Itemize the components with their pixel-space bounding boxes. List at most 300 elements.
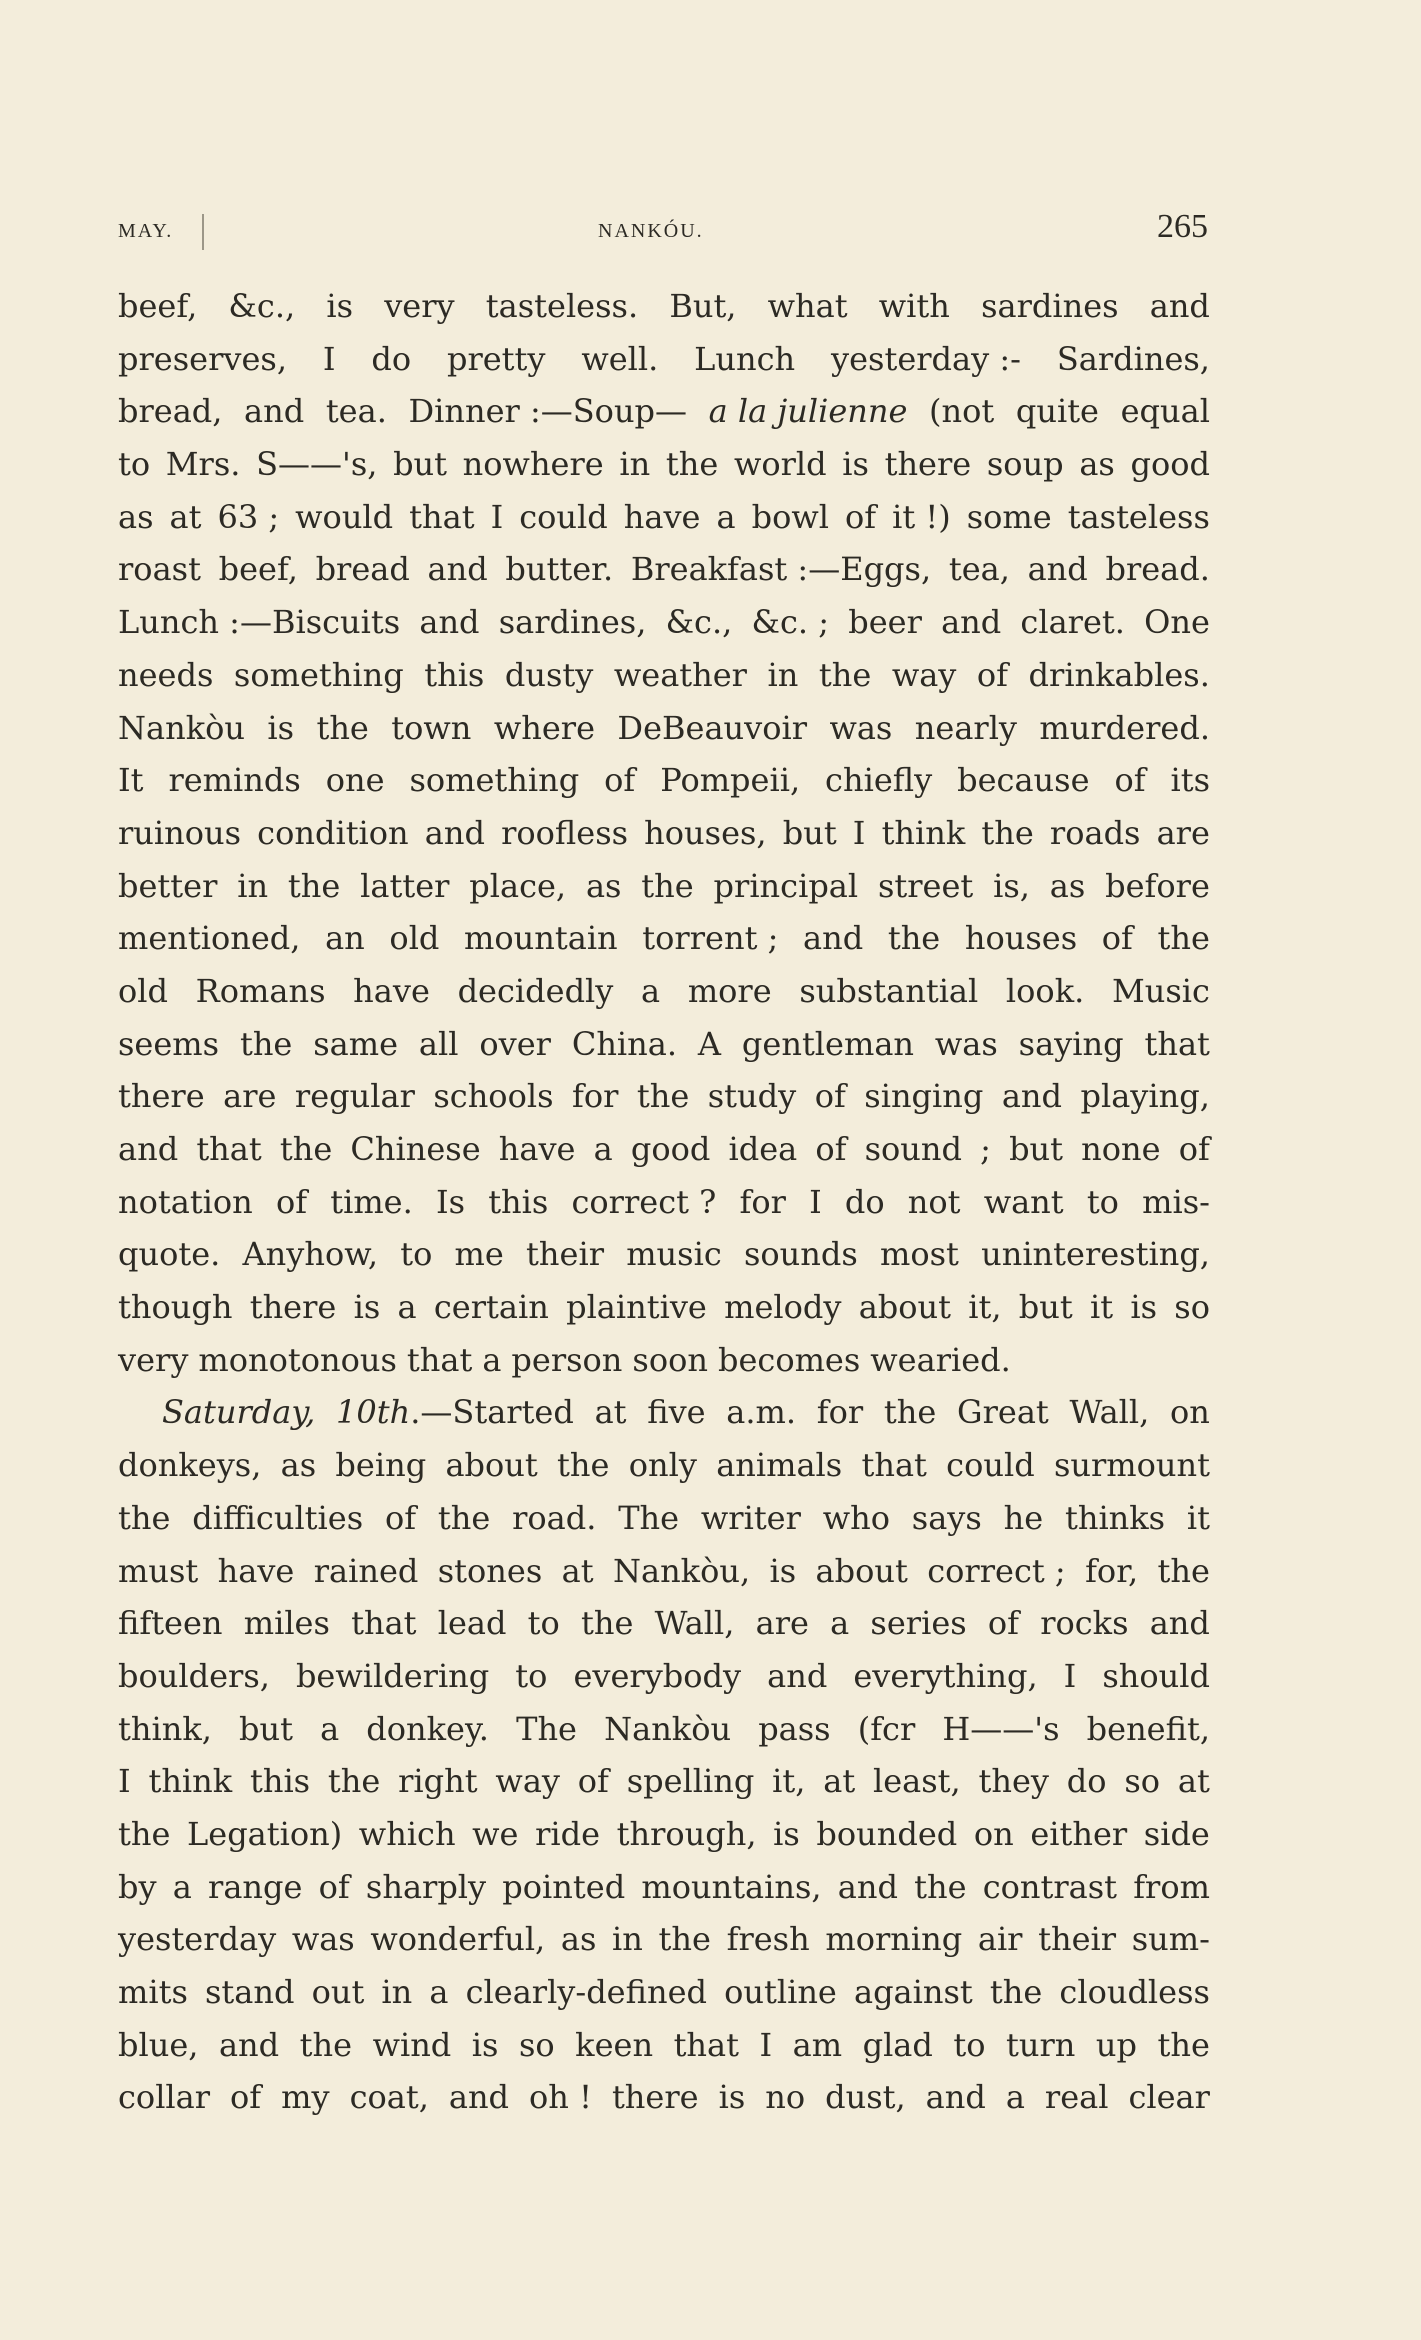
word: there	[118, 1077, 205, 1116]
word: this	[488, 1182, 549, 1221]
text-line	[118, 596, 1210, 649]
word: Nankòu,	[612, 1551, 751, 1590]
word: a	[641, 971, 661, 1010]
word: beer	[848, 603, 922, 642]
word: becomes	[717, 1340, 861, 1379]
word: which	[358, 1814, 456, 1853]
word: for,	[1085, 1551, 1139, 1590]
word: the	[327, 1762, 381, 1801]
word: person	[511, 1340, 623, 1379]
running-head-month: MAY.	[118, 220, 174, 242]
word: singing	[864, 1077, 984, 1116]
word: Nankòu	[118, 708, 245, 747]
word: very	[118, 1340, 189, 1379]
word: I	[490, 497, 504, 536]
word: nearly	[914, 708, 1017, 747]
word: quote.	[118, 1235, 221, 1274]
word: have	[498, 1130, 576, 1168]
word: wind	[372, 2025, 452, 2064]
word: and	[218, 2025, 280, 2064]
word: place,	[469, 866, 567, 905]
word: the	[883, 1393, 937, 1432]
word: are	[1156, 813, 1210, 852]
word: torrent ;	[642, 919, 779, 958]
word: better	[118, 866, 218, 905]
word: about	[445, 1446, 538, 1485]
word: at	[561, 1551, 594, 1590]
word: only	[628, 1446, 697, 1485]
word: look.	[1005, 971, 1085, 1010]
text-line	[118, 1861, 1210, 1914]
word: Wall,	[654, 1604, 735, 1643]
word: murdered.	[1039, 708, 1210, 747]
text-line	[118, 1123, 1210, 1176]
word: of	[976, 655, 1008, 694]
word: time.	[330, 1182, 413, 1221]
word: the	[118, 1498, 171, 1537]
word: and	[941, 603, 1002, 642]
word: where	[493, 708, 595, 747]
word: Mrs.	[165, 445, 241, 484]
text-line	[118, 1439, 1210, 1492]
word: the	[437, 1498, 491, 1537]
word: as	[118, 497, 154, 536]
word: says	[911, 1498, 982, 1537]
word: is	[326, 287, 354, 325]
word: think,	[118, 1709, 212, 1748]
word: music	[626, 1235, 722, 1274]
word: regular	[294, 1077, 415, 1116]
word: and	[1001, 1077, 1063, 1116]
word: mits	[118, 1973, 188, 2011]
word: clearly-defined	[465, 1973, 707, 2011]
word: 63 ;	[217, 497, 280, 536]
word: is	[353, 1288, 381, 1327]
word: soup	[986, 445, 1064, 484]
word: old	[389, 919, 440, 958]
word: is	[1130, 1288, 1158, 1327]
text-line	[118, 1755, 1210, 1808]
word: everything,	[853, 1656, 1038, 1695]
word: series	[870, 1604, 967, 1643]
word: and	[1149, 287, 1210, 325]
text-line	[118, 1597, 1210, 1650]
text-line	[118, 1386, 1210, 1439]
word: of	[275, 1182, 308, 1221]
word: boulders,	[118, 1656, 270, 1695]
text-line	[118, 333, 1210, 386]
word: plaintive	[566, 1288, 707, 1327]
word: The	[618, 1498, 680, 1537]
word: wearied.	[870, 1340, 1011, 1379]
word: Sardines,	[1056, 339, 1210, 378]
word: outline	[724, 1973, 837, 2011]
word: he	[1003, 1498, 1044, 1537]
word: in	[612, 1920, 643, 1959]
word: not	[907, 1182, 961, 1221]
word: a	[397, 1288, 417, 1327]
word: a	[172, 1867, 192, 1906]
word: Dinner :—Soup—	[408, 392, 688, 431]
word: the	[818, 655, 872, 694]
word: the	[118, 1814, 171, 1853]
word: ride	[535, 1814, 601, 1853]
word: my	[281, 2078, 330, 2117]
word: well.	[581, 339, 659, 378]
word: one	[325, 761, 385, 800]
text-line	[118, 912, 1210, 965]
word: the	[557, 1446, 610, 1485]
word: quite	[1015, 392, 1099, 431]
word: mountain	[464, 919, 618, 958]
text-line	[118, 965, 1210, 1018]
word: claret.	[1020, 603, 1125, 642]
word: at	[1177, 1762, 1210, 1801]
word: at	[823, 1762, 856, 1801]
word: I	[809, 1182, 822, 1221]
word: but	[239, 1709, 293, 1748]
word: preserves,	[118, 339, 287, 378]
word: think	[881, 813, 966, 852]
word: playing,	[1080, 1077, 1210, 1116]
word: the	[279, 1130, 333, 1168]
word: all	[418, 1024, 459, 1063]
word: and	[424, 813, 485, 852]
word: have	[353, 971, 430, 1010]
word: something	[233, 655, 404, 694]
word: stones	[437, 1551, 543, 1590]
word: houses	[964, 919, 1078, 958]
word: with	[878, 287, 950, 325]
word: of	[230, 2078, 262, 2117]
word: that	[861, 1446, 927, 1485]
text-line	[118, 1281, 1210, 1334]
word: lead	[437, 1604, 507, 1643]
word: so	[1174, 1288, 1210, 1327]
word: was	[829, 708, 893, 747]
word: but	[782, 813, 837, 852]
word: notation	[118, 1182, 253, 1221]
word: tea.	[325, 392, 387, 431]
word: none	[1081, 1130, 1161, 1168]
word: One	[1144, 603, 1210, 642]
text-line	[118, 1966, 1210, 2019]
word: would	[295, 497, 394, 536]
word: do	[1066, 1762, 1107, 1801]
word: but	[1018, 1288, 1073, 1327]
text-line	[118, 438, 1210, 491]
word: up	[1095, 2025, 1137, 2064]
word: the	[287, 866, 341, 905]
word: way	[495, 1762, 560, 1801]
running-head-place: NANKÓU.	[598, 220, 704, 242]
text-line	[118, 807, 1210, 860]
text-line	[118, 1334, 1210, 1387]
word: H——'s	[942, 1709, 1060, 1748]
word: as	[1049, 866, 1086, 905]
word: stand	[204, 1973, 295, 2011]
word: it !)	[892, 497, 951, 536]
word: it,	[968, 1288, 1002, 1327]
word: and	[118, 1130, 179, 1168]
word: its	[1170, 761, 1210, 800]
word: the	[580, 1604, 634, 1643]
word: donkey.	[366, 1709, 489, 1748]
word: this	[249, 1762, 311, 1801]
word: clear	[1128, 2078, 1210, 2117]
word: Music	[1111, 971, 1210, 1010]
word: was	[934, 1024, 998, 1063]
word: sum-	[1131, 1920, 1210, 1959]
word: five	[647, 1393, 706, 1432]
word: and	[448, 2078, 510, 2117]
word: condition	[257, 813, 409, 852]
word: substantial	[799, 971, 979, 1010]
word: good	[1130, 445, 1210, 484]
word: at	[594, 1393, 627, 1432]
text-line	[118, 1913, 1210, 1966]
word: uninteresting,	[981, 1235, 1210, 1274]
word: have	[623, 497, 701, 536]
word: that	[1144, 1024, 1210, 1063]
word: tea,	[948, 550, 1010, 589]
word: a	[320, 1709, 340, 1748]
word: a	[716, 497, 736, 536]
word: glad	[862, 2025, 933, 2064]
word: in	[767, 655, 799, 694]
word: should	[1102, 1656, 1210, 1695]
text-line	[118, 1070, 1210, 1123]
word: have	[217, 1551, 295, 1590]
word: for	[816, 1393, 864, 1432]
word: before	[1105, 866, 1210, 905]
word: is	[471, 2025, 499, 2064]
word: a	[1005, 2078, 1025, 2117]
word: bread,	[118, 392, 223, 431]
word: fifteen	[118, 1604, 223, 1643]
word: ;	[980, 1130, 991, 1168]
word: Saturday,	[162, 1393, 316, 1432]
text-line	[118, 649, 1210, 702]
word: monotonous	[198, 1340, 397, 1379]
word: pointed	[502, 1867, 626, 1906]
text-line	[118, 1228, 1210, 1281]
word: from	[1133, 1867, 1210, 1906]
word: sounds	[743, 1235, 858, 1274]
word: the	[914, 1867, 967, 1906]
word: reminds	[168, 761, 301, 800]
word: of	[1101, 919, 1133, 958]
word: in	[381, 1973, 413, 2011]
word: do	[371, 339, 412, 378]
word: It	[118, 761, 144, 800]
word: But,	[669, 287, 737, 325]
word: a.m.	[726, 1393, 797, 1432]
word: against	[853, 1973, 973, 2011]
word: but	[1009, 1130, 1064, 1168]
word: and	[837, 1867, 898, 1906]
text-line	[118, 2071, 1210, 2124]
word: over	[479, 1024, 551, 1063]
word: most	[879, 1235, 959, 1274]
word: the	[887, 919, 941, 958]
word: bread.	[1105, 550, 1210, 589]
word: and	[244, 392, 305, 431]
word: could	[946, 1446, 1035, 1485]
word: of	[815, 1130, 847, 1168]
word: I	[118, 1762, 131, 1801]
word: pretty	[446, 339, 546, 378]
word: it,	[772, 1762, 806, 1801]
word: a	[482, 1340, 502, 1379]
word: and	[803, 919, 864, 958]
word: is	[769, 1551, 797, 1590]
word: tasteless	[1067, 497, 1210, 536]
word: town	[391, 708, 472, 747]
word: mountains,	[641, 1867, 822, 1906]
word: is,	[993, 866, 1030, 905]
word: what	[767, 287, 848, 325]
word: their	[526, 1235, 604, 1274]
word: mentioned,	[118, 919, 301, 958]
word: a la julienne	[708, 392, 908, 431]
word: of	[384, 1498, 417, 1537]
word: the	[641, 866, 694, 905]
word: benefit,	[1086, 1709, 1210, 1748]
word: right	[398, 1762, 478, 1801]
word: DeBeauvoir	[617, 708, 808, 747]
word: houses,	[644, 813, 767, 852]
word: difficulties	[192, 1498, 364, 1537]
word: is	[718, 2078, 746, 2117]
word: are	[755, 1604, 809, 1643]
word: &c.,	[228, 287, 296, 325]
word: there	[611, 2078, 699, 2117]
word: at	[169, 497, 202, 536]
word: to	[1086, 1182, 1119, 1221]
word: this	[424, 655, 485, 694]
word: think	[148, 1762, 233, 1801]
text-line	[118, 1545, 1210, 1598]
word: some	[966, 497, 1052, 536]
word: drinkables.	[1028, 655, 1210, 694]
word: Legation)	[187, 1814, 343, 1853]
word: (fcr	[857, 1709, 916, 1748]
word: collar	[118, 2078, 211, 2117]
word: no	[765, 2078, 806, 2117]
word: decidedly	[457, 971, 614, 1010]
word: sharply	[365, 1867, 487, 1906]
text-line	[118, 2019, 1210, 2072]
word: oh !	[529, 2078, 592, 2117]
word: very	[384, 287, 455, 325]
word: bewildering	[295, 1656, 490, 1695]
word: seems	[118, 1024, 220, 1063]
word: tasteless.	[485, 287, 639, 325]
word: though	[118, 1288, 233, 1327]
word: of	[1114, 761, 1146, 800]
word: as	[585, 866, 622, 905]
word: and	[419, 603, 480, 642]
word: I	[852, 813, 866, 852]
text-line	[118, 385, 1210, 438]
word: Breakfast :—Eggs,	[630, 550, 932, 589]
word: out	[311, 1973, 365, 2011]
word: pass	[758, 1709, 831, 1748]
word: roofless	[501, 813, 629, 852]
word: weather	[613, 655, 747, 694]
word: S——'s,	[256, 445, 378, 484]
page-number: 265	[1157, 208, 1208, 245]
word: and	[1149, 1604, 1210, 1643]
word: The	[516, 1709, 577, 1748]
word: cloudless	[1059, 1973, 1210, 2011]
word: of	[987, 1604, 1019, 1643]
word: morning	[825, 1920, 963, 1959]
text-line	[118, 1492, 1210, 1545]
word: want	[983, 1182, 1064, 1221]
word: so	[1124, 1762, 1161, 1801]
word: Lunch :—Biscuits	[118, 603, 401, 642]
word: Nankòu	[604, 1709, 732, 1748]
word: they	[978, 1762, 1049, 1801]
word: on	[1170, 1393, 1210, 1432]
word: roads	[1049, 813, 1141, 852]
word: their	[1038, 1920, 1117, 1959]
word: the	[299, 2025, 353, 2064]
word: being	[335, 1446, 427, 1485]
word: is	[773, 1814, 800, 1853]
word: sardines,	[498, 603, 647, 642]
word: of	[1178, 1130, 1210, 1168]
word: donkeys,	[118, 1446, 262, 1485]
word: ruinous	[118, 813, 242, 852]
word: the	[1157, 919, 1210, 958]
word: keen	[575, 2025, 654, 2064]
word: dust,	[825, 2078, 906, 2117]
word: rocks	[1040, 1604, 1129, 1643]
word: of	[318, 1867, 350, 1906]
word: as	[1079, 445, 1115, 484]
text-line	[118, 280, 1210, 333]
word: (not	[929, 392, 995, 431]
word: beef,	[218, 550, 298, 589]
body-text	[118, 280, 1210, 2124]
word: do	[844, 1182, 885, 1221]
word: for	[739, 1182, 786, 1221]
word: that	[673, 2025, 739, 2064]
word: an	[325, 919, 365, 958]
word: needs	[118, 655, 214, 694]
word: way	[891, 655, 957, 694]
running-head	[118, 208, 1208, 258]
word: study	[707, 1077, 797, 1116]
text-line	[118, 1018, 1210, 1071]
word: who	[822, 1498, 890, 1537]
word: to	[953, 2025, 986, 2064]
word: nowhere	[462, 445, 604, 484]
word: principal	[713, 866, 859, 905]
word: am	[792, 2025, 843, 2064]
word: either	[1030, 1814, 1128, 1853]
word: old	[118, 971, 168, 1010]
word: roast	[118, 550, 201, 589]
word: air	[977, 1920, 1023, 1959]
word: to	[400, 1235, 433, 1274]
word: about	[858, 1288, 951, 1327]
text-line	[118, 1176, 1210, 1229]
word: blue,	[118, 2025, 199, 2064]
